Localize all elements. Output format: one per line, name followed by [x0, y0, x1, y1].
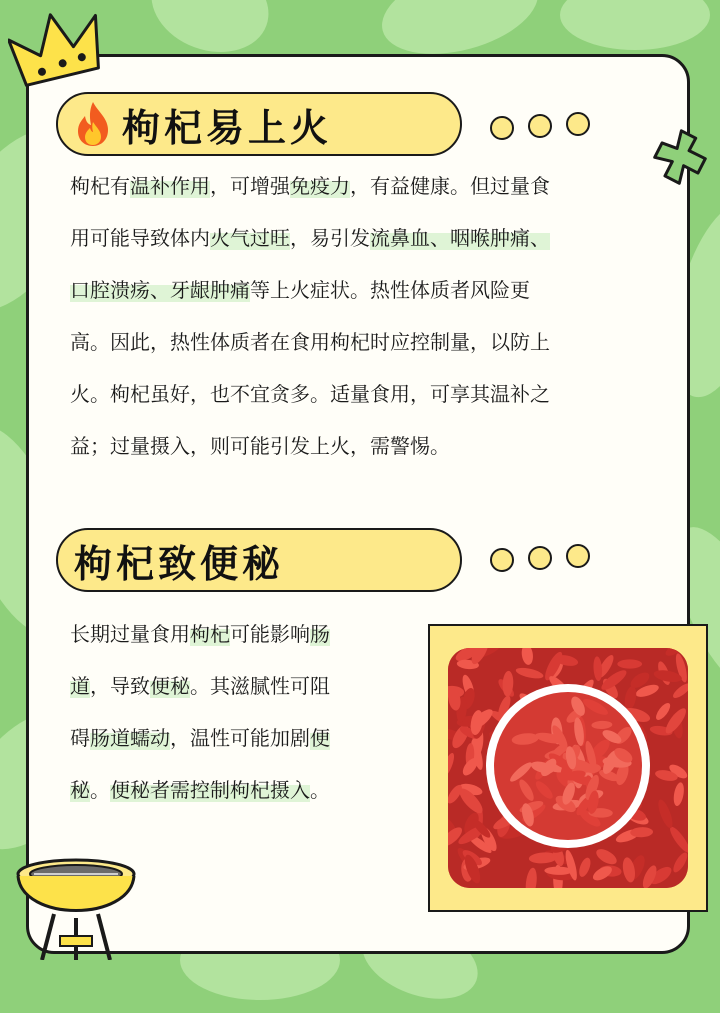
section2-title: 枸杞致便秘 — [74, 541, 285, 586]
body-text: 火。枸杞虽好，也不宜贪多。适量食用，可享其温补之 — [70, 382, 550, 406]
text-line — [70, 264, 670, 316]
text-line — [70, 764, 410, 816]
text-line — [70, 608, 410, 660]
body-text: 碍 — [70, 726, 90, 750]
body-text: ，可增强 — [210, 174, 290, 198]
body-text: 。 — [90, 778, 110, 802]
text-line — [70, 660, 410, 712]
text-line — [70, 316, 670, 368]
decor-dot — [528, 114, 552, 138]
highlighted-text: 秘 — [70, 778, 90, 802]
highlighted-text: 流鼻血、咽喉肿痛、 — [370, 226, 550, 250]
highlighted-text: 便秘者需控制枸杞摄入 — [110, 778, 310, 802]
text-line — [70, 368, 670, 420]
body-text: 高。因此，热性体质者在食用枸杞时应控制量，以防上 — [70, 330, 550, 354]
goji-berries-photo — [448, 648, 688, 888]
highlighted-text: 肠 — [310, 622, 330, 646]
fire-icon — [72, 100, 114, 148]
section1-title: 枸杞易上火 — [122, 105, 333, 150]
body-text: 长期过量食用 — [70, 622, 190, 646]
highlighted-text: 肠道蠕动 — [90, 726, 170, 750]
body-text: 枸杞有 — [70, 174, 130, 198]
highlighted-text: 道 — [70, 674, 90, 698]
highlighted-text: 便 — [310, 726, 330, 750]
body-text: ，导致 — [90, 674, 150, 698]
section2-paragraph — [70, 608, 410, 816]
text-line — [70, 212, 670, 264]
body-text: 等上火症状。热性体质者风险更 — [250, 278, 530, 302]
highlighted-text: 枸杞 — [190, 622, 230, 646]
text-line — [70, 160, 670, 212]
body-text: ，温性可能加剧 — [170, 726, 310, 750]
decor-dot — [566, 544, 590, 568]
bbq-grill-icon — [14, 852, 144, 960]
decor-dot — [528, 546, 552, 570]
decor-dot — [566, 112, 590, 136]
body-text: 。其滋腻性可阻 — [190, 674, 330, 698]
text-line — [70, 712, 410, 764]
section1-paragraph — [70, 160, 670, 472]
decor-dot — [490, 116, 514, 140]
section1-title-pill — [56, 92, 462, 156]
goji-photo-frame — [428, 624, 708, 912]
body-text: 可能影响 — [230, 622, 310, 646]
body-text: ，易引发 — [290, 226, 370, 250]
body-text: 用可能导致体内 — [70, 226, 210, 250]
text-line — [70, 420, 670, 472]
decor-dot — [490, 548, 514, 572]
section2-title-pill — [56, 528, 462, 592]
highlighted-text: 口腔溃疡、牙龈肿痛 — [70, 278, 250, 302]
body-text: 益；过量摄入，则可能引发上火，需警惕。 — [70, 434, 450, 458]
highlighted-text: 火气过旺 — [210, 226, 290, 250]
highlighted-text: 便秘 — [150, 674, 190, 698]
body-text: 。 — [310, 778, 330, 802]
highlighted-text: 免疫力 — [290, 174, 350, 198]
crown-icon — [8, 6, 108, 96]
body-text: ，有益健康。但过量食 — [350, 174, 550, 198]
highlighted-text: 温补作用 — [130, 174, 210, 198]
